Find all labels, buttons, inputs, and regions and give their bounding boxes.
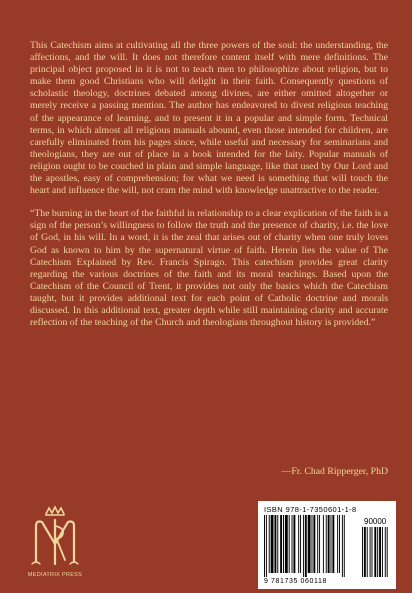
barcode-bar <box>303 515 304 577</box>
barcode-addon-bar <box>370 527 371 577</box>
barcode-digits: 9 781735 060118 <box>264 578 327 585</box>
marian-monogram-logo-icon <box>28 504 82 570</box>
isbn-label <box>264 505 392 514</box>
barcode-addon-bar <box>372 527 373 577</box>
barcode-bar <box>264 515 265 577</box>
endorsement-attribution: —Fr. Chad Ripperger, PhD <box>281 466 388 477</box>
barcode-addon-bar <box>382 527 383 577</box>
barcode-bar <box>271 515 274 573</box>
description-text <box>30 40 388 329</box>
description-paragraph: This Catechism aims at cultivating all the three powers of the soul: the understanding, the affections, and the will. It does not therefore content itself with mere definitions. The principal object proposed in it is not to teach men to philosophize about religion, but to make them good Christians who will delight in their faith. Consequently questions of scholastic theology, doctrines debated among divines, are either omitted altogether or merely receive a passing mention. The author has endeavored to divest religious teaching of the appearance of learning, and to present it in a popular and simple form. Technical terms, in which almost all religious manuals abound, even those intended for children, are carefully eliminated from his pages since, while useful and necessary for seminarians and theologians, they are out of place in a book intended for the laity. Popular manuals of religion ought to be couched in plain and simple language, like that used by Our Lord and the apostles, easy of comprehension; for what we need is something that will touch the heart and influence the will, not cram the mind with knowledge unattractive to the reader. <box>30 40 388 197</box>
barcode-bar <box>277 515 278 573</box>
barcode-addon-bar <box>377 527 378 577</box>
barcode-addon-bar <box>379 527 381 577</box>
endorsement-quote: “The burning in the heart of the faithful in relationship to a clear explication of the faith is a sign of the person’s willingness to follow the truth and the presence of charity, i.e. the love of God, in his will. In a word, it is the zeal that arises out of charity when one truly loves God as known to him by the supernatural virtue of faith. Herein lies the value of The Catechism Explained by Rev. Francis Spirago. This catechism provides great clarity regarding the various doctrines of the faith and its moral teachings. Based upon the Catechism of the Council of Trent, it provides not only the basics which the Catechism taught, but it provides additional text for each point of Catholic doctrine and morals discussed. In this additional text, greater depth while still maintaining clarity and accurate reflection of the teaching of the Church and theologians throughout history is provided.” <box>30 208 388 329</box>
barcode-bar <box>323 515 324 573</box>
barcode-addon-bar <box>367 527 368 577</box>
barcode-bar <box>339 515 340 573</box>
price-code: 90000 <box>364 517 387 526</box>
barcode-bar <box>344 515 345 577</box>
barcode-addon-bar <box>362 527 363 577</box>
barcode-bar <box>312 515 313 573</box>
barcode-bar <box>285 515 288 573</box>
barcode-bar <box>289 515 290 573</box>
barcode-bar <box>337 515 338 573</box>
barcode-bar <box>292 515 293 573</box>
barcode-bar <box>269 515 270 573</box>
barcode-addon-bar <box>385 527 386 577</box>
barcode-addon-bar <box>364 527 366 577</box>
barcode-bar <box>331 515 332 573</box>
publisher-logo-block <box>20 504 90 586</box>
barcode-addon-bar <box>387 527 388 577</box>
isbn-number: ISBN 978-1-7350601-1-8 <box>264 505 357 514</box>
barcode-bar <box>326 515 327 573</box>
barcode-bar <box>313 515 315 573</box>
barcode-bar <box>300 515 301 573</box>
barcode-bar <box>317 515 318 573</box>
barcode-bar <box>319 515 320 573</box>
barcode-bar <box>283 515 284 573</box>
barcode-bar <box>332 515 334 573</box>
barcode-addon-bar <box>374 527 376 577</box>
barcode-bar <box>280 515 282 573</box>
barcode-bar <box>328 515 330 573</box>
barcode-bar <box>342 515 343 577</box>
isbn-barcode <box>258 501 396 589</box>
barcode-bar <box>266 515 267 577</box>
barcode-bar <box>274 515 276 573</box>
barcode-bar <box>305 515 307 577</box>
barcode-bars <box>264 515 392 577</box>
publisher-name: MEDIATRIX PRESS <box>27 572 83 578</box>
barcode-bar <box>298 515 299 573</box>
barcode-bar <box>293 515 295 573</box>
barcode-bar <box>308 515 311 573</box>
